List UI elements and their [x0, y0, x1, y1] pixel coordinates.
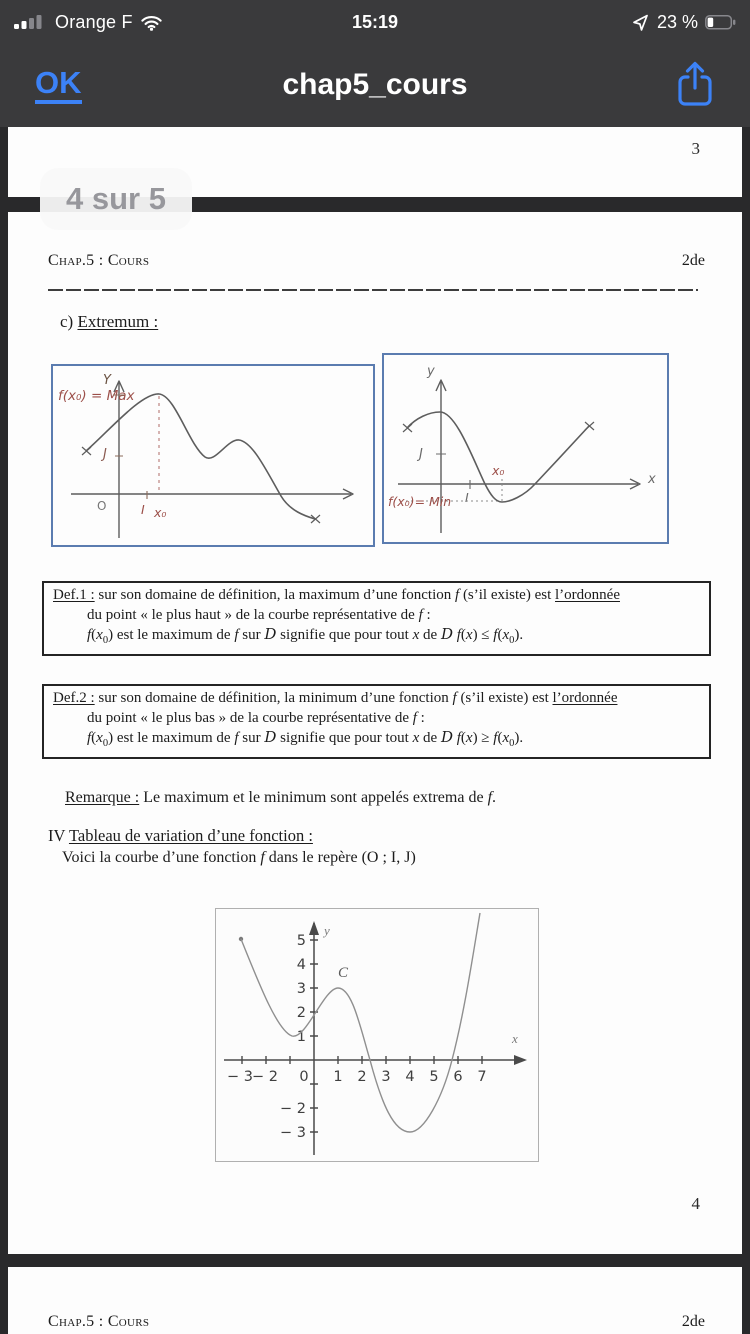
def1-line1: [53, 586, 703, 606]
y-axis-label: y: [324, 923, 330, 938]
min-annotation: f(x₀)= Min: [388, 494, 452, 509]
def1-line3: [87, 625, 703, 651]
svg-text:2: 2: [296, 1005, 306, 1021]
svg-text:2: 2: [357, 1069, 367, 1085]
text-segment: Def.1 :: [53, 587, 95, 603]
text-segment: signifie que pour tout: [276, 730, 413, 746]
definition-2-box: [42, 684, 711, 759]
text-segment: (: [91, 627, 97, 643]
text-segment: f: [456, 627, 461, 643]
text-segment: Voici la courbe d’une fonction: [62, 849, 261, 866]
x0-label: x₀: [154, 505, 167, 520]
text-segment: IV: [48, 826, 69, 845]
svg-text:6: 6: [453, 1069, 463, 1085]
text-segment: (s’il existe) est: [459, 587, 555, 603]
page-header: [48, 252, 705, 270]
text-segment: f: [412, 709, 417, 726]
text-segment: du point « le plus haut » de la courbe représentative de: [87, 606, 419, 623]
text-segment: x: [96, 730, 103, 746]
intro-curve-text: [62, 849, 416, 867]
svg-text:− 3: − 3: [280, 1125, 306, 1141]
def2-line2: [87, 709, 703, 729]
i-label: I: [465, 490, 469, 505]
svg-text:0: 0: [299, 1069, 309, 1085]
text-segment: f: [455, 587, 460, 603]
svg-text:− 3: − 3: [227, 1069, 253, 1085]
text-segment: :: [422, 606, 431, 623]
section-c-heading: [60, 312, 158, 332]
svg-text:7: 7: [477, 1069, 487, 1085]
text-segment: dans le repère (O ; I, J): [264, 849, 416, 866]
wifi-icon: [140, 14, 163, 31]
text-segment: .: [492, 789, 497, 806]
text-segment: f: [456, 730, 461, 746]
j-label: J: [103, 447, 107, 462]
header-rule: [48, 289, 698, 291]
text-segment: de: [419, 627, 441, 643]
x0-label: x₀: [492, 463, 505, 478]
text-segment: ) est le maximum de: [108, 730, 235, 746]
curve-name-label: C: [338, 965, 349, 981]
svg-text:5: 5: [296, 933, 306, 949]
carrier-label: Orange F: [55, 11, 133, 32]
status-left: [14, 12, 163, 33]
text-segment: (: [497, 730, 503, 746]
text-segment: D: [264, 625, 277, 643]
text-segment: 0: [509, 738, 515, 749]
def1-line2: [87, 606, 703, 626]
pdf-page-4: [8, 212, 742, 1254]
text-segment: x: [465, 730, 473, 746]
document-title: chap5_cours: [282, 68, 468, 101]
text-segment: x: [502, 627, 510, 643]
text-segment: x: [412, 730, 420, 746]
page-number: 4: [691, 1194, 700, 1213]
text-segment: sur son domaine de définition, la minimum d’une fonction: [94, 690, 453, 706]
text-segment: ).: [514, 730, 524, 746]
text-segment: f: [87, 730, 92, 746]
battery-icon: [705, 15, 736, 30]
text-segment: D: [264, 728, 277, 746]
text-segment: :: [416, 709, 425, 726]
svg-text:− 2: − 2: [280, 1101, 306, 1117]
text-segment: Def.2 :: [53, 690, 95, 706]
svg-text:1: 1: [296, 1029, 306, 1045]
text-segment: signifie que pour tout: [276, 627, 413, 643]
share-button[interactable]: [672, 58, 718, 108]
curve-minimum: [407, 412, 589, 502]
text-segment: (s’il existe) est: [456, 690, 553, 706]
svg-text:4: 4: [405, 1069, 415, 1085]
def2-line3: [87, 728, 703, 754]
text-segment: (: [460, 627, 466, 643]
text-segment: du point « le plus bas » de la courbe représentative de: [87, 709, 413, 726]
top-chrome: [0, 0, 750, 127]
text-segment: Remarque :: [65, 789, 140, 806]
svg-text:4: 4: [296, 957, 306, 973]
svg-text:− 2: − 2: [252, 1069, 278, 1085]
function-graph-plot: [216, 909, 536, 1159]
text-segment: f: [260, 849, 265, 866]
header-course-label: Chap.5 : Cours: [48, 1313, 150, 1330]
i-label: I: [141, 502, 145, 517]
text-segment: f: [87, 627, 92, 643]
text-segment: f: [493, 627, 498, 643]
svg-text:5: 5: [429, 1069, 439, 1085]
text-segment: Le maximum et le minimum sont appelés extrema de: [139, 789, 488, 806]
header-course-label: Chap.5 : Cours: [48, 252, 150, 269]
page-header: [48, 1313, 705, 1331]
text-segment: x: [502, 730, 510, 746]
y-axis-label: Y: [103, 373, 111, 388]
text-segment: f: [452, 690, 457, 706]
header-grade-label: 2de: [681, 1313, 705, 1330]
text-segment: f: [234, 730, 239, 746]
text-segment: (: [460, 730, 466, 746]
section-iv-heading: [48, 826, 313, 846]
text-segment: l’ordonnée: [552, 690, 618, 706]
text-segment: x: [412, 627, 420, 643]
text-segment: de: [419, 730, 441, 746]
text-segment: (: [91, 730, 97, 746]
text-segment: f: [234, 627, 239, 643]
status-bar: [0, 0, 750, 44]
text-segment: sur: [238, 730, 265, 746]
text-segment: ) ≤: [472, 627, 494, 643]
remark-text: [65, 789, 496, 807]
text-segment: f: [487, 789, 493, 806]
def2-line1: [53, 689, 703, 709]
text-segment: ) ≥: [472, 730, 494, 746]
text-segment: Extremum :: [77, 312, 159, 331]
text-segment: Tableau de variation d’une fonction :: [68, 826, 313, 845]
pdf-page-5: [8, 1267, 742, 1334]
figure-maximum: [51, 364, 375, 547]
text-segment: ).: [514, 627, 524, 643]
text-segment: l’ordonnée: [555, 587, 620, 603]
y-tick-labels: [280, 933, 309, 1141]
x-axis-label: x: [512, 1031, 518, 1046]
cellular-signal-icon: [14, 15, 48, 29]
battery-percent: 23 %: [656, 11, 698, 32]
x-axis-label: x: [648, 472, 656, 487]
figure-minimum: [382, 353, 669, 544]
y-axis-label: y: [427, 364, 435, 379]
figure-minimum-sketch: [384, 355, 663, 538]
text-segment: sur son domaine de définition, la maximum d’une fonction: [94, 587, 456, 603]
svg-text:3: 3: [296, 981, 306, 997]
page-indicator-badge: 4 sur 5: [40, 168, 192, 230]
text-segment: 0: [509, 635, 515, 646]
text-segment: x: [465, 627, 473, 643]
clock: 15:19: [351, 11, 399, 32]
max-annotation: f(x₀) = Max: [58, 388, 135, 404]
text-segment: f: [418, 606, 423, 623]
page-number: 3: [691, 139, 700, 158]
location-arrow-icon: [631, 13, 650, 32]
ok-button[interactable]: OK: [35, 66, 82, 104]
text-segment: D: [440, 625, 453, 643]
text-segment: 0: [102, 635, 109, 646]
text-segment: x: [96, 627, 103, 643]
function-curve: [241, 913, 480, 1132]
j-label: J: [419, 447, 423, 462]
function-graph: [215, 908, 539, 1162]
text-segment: D: [440, 728, 453, 746]
figure-maximum-sketch: [53, 366, 369, 541]
definition-1-box: [42, 581, 711, 656]
svg-text:1: 1: [333, 1069, 343, 1085]
svg-text:3: 3: [381, 1069, 391, 1085]
text-segment: sur: [238, 627, 265, 643]
text-segment: 0: [102, 738, 109, 749]
text-segment: ) est le maximum de: [108, 627, 235, 643]
status-right: [631, 12, 736, 33]
text-segment: c): [60, 312, 78, 331]
text-segment: (: [497, 627, 503, 643]
text-segment: f: [493, 730, 498, 746]
pdf-viewer-toolbar: [0, 44, 750, 127]
header-grade-label: 2de: [681, 252, 705, 269]
origin-label: O: [97, 499, 107, 513]
